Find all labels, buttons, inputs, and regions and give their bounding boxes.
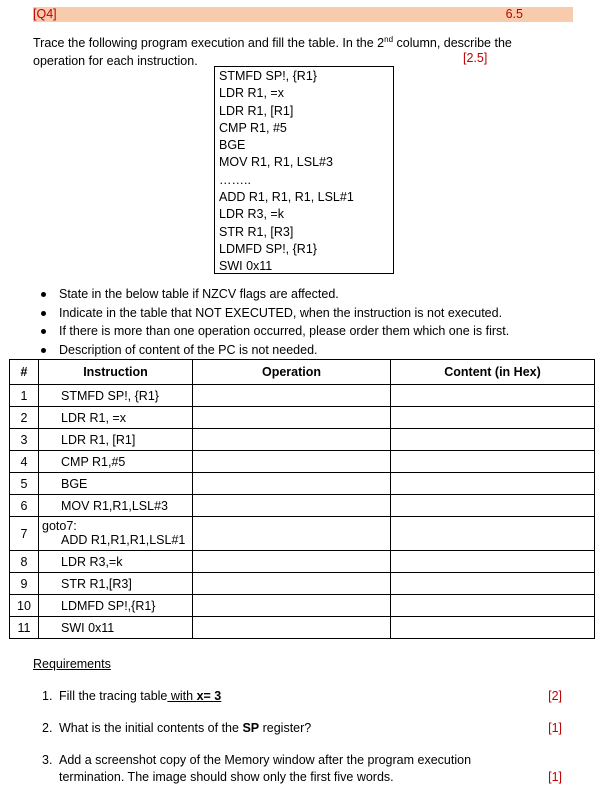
row-num: 11	[10, 617, 39, 639]
header-operation: Operation	[193, 360, 391, 385]
operation-cell[interactable]	[193, 429, 391, 451]
requirement-text: What is the initial contents of the SP register?	[59, 721, 312, 735]
content-cell[interactable]	[391, 551, 595, 573]
content-cell[interactable]	[391, 451, 595, 473]
row-num: 1	[10, 385, 39, 407]
requirement-mark: [2]	[548, 689, 562, 703]
table-row	[10, 385, 595, 407]
requirement-num: 1.	[42, 689, 53, 703]
content-cell[interactable]	[391, 595, 595, 617]
requirement-text: Add a screenshot copy of the Memory window after the program execution termination. The image should show only the first five words.	[59, 753, 472, 784]
table-header-row	[10, 360, 595, 385]
row-instruction: ADD R1,R1,R1,LSL#1	[61, 533, 186, 547]
code-line: STR R1, [R3]	[219, 224, 294, 239]
requirement-item	[42, 752, 572, 788]
operation-cell[interactable]	[193, 385, 391, 407]
row-num: 4	[10, 451, 39, 473]
requirement-item	[42, 688, 572, 705]
intro-text-b: column, describe the	[393, 36, 512, 51]
row-instruction: STR R1,[R3]	[39, 573, 193, 595]
table-row	[10, 617, 595, 639]
row-num: 10	[10, 595, 39, 617]
content-cell[interactable]	[391, 617, 595, 639]
requirement-item	[42, 720, 572, 737]
bullet-item: If there is more than one operation occurred, please order them which one is first.	[40, 322, 600, 341]
question-score: 6.5	[505, 7, 523, 21]
row-num: 8	[10, 551, 39, 573]
table-row	[10, 429, 595, 451]
bullet-item: Indicate in the table that NOT EXECUTED, when the instruction is not executed.	[40, 304, 600, 323]
row-instruction: MOV R1,R1,LSL#3	[39, 495, 193, 517]
operation-cell[interactable]	[193, 617, 391, 639]
row-instruction: CMP R1,#5	[39, 451, 193, 473]
code-line: MOV R1, R1, LSL#3	[219, 155, 333, 170]
trace-table	[9, 359, 595, 639]
question-header	[33, 7, 573, 22]
table-row	[10, 451, 595, 473]
code-line: SWI 0x11	[219, 259, 273, 274]
table-row	[10, 495, 595, 517]
bullet-item: State in the below table if NZCV flags are affected.	[40, 285, 600, 304]
row-instruction: LDR R1, [R1]	[39, 429, 193, 451]
row-instruction: LDR R1, =x	[39, 407, 193, 429]
operation-cell[interactable]	[193, 595, 391, 617]
requirements-title: Requirements	[33, 657, 111, 671]
requirement-mark: [1]	[548, 721, 562, 735]
operation-cell[interactable]	[193, 517, 391, 551]
question-label: [Q4]	[33, 7, 57, 21]
operation-cell[interactable]	[193, 551, 391, 573]
requirement-num: 2.	[42, 721, 53, 735]
requirement-text: Fill the tracing table with x= 3	[59, 689, 222, 703]
intro-mark: [2.5]	[463, 51, 488, 65]
bullet-item: Description of content of the PC is not needed.	[40, 341, 600, 360]
goto-label: goto7:	[42, 519, 77, 533]
code-box	[214, 66, 394, 274]
code-line: CMP R1, #5	[219, 120, 287, 135]
code-line: LDR R1, [R1]	[219, 103, 294, 118]
code-line: STMFD SP!, {R1}	[219, 69, 317, 83]
row-instruction-cell	[39, 517, 193, 551]
content-cell[interactable]	[391, 407, 595, 429]
header-num: #	[10, 360, 39, 385]
intro-paragraph	[33, 31, 553, 70]
operation-cell[interactable]	[193, 473, 391, 495]
code-line: ……..	[219, 172, 251, 187]
content-cell[interactable]	[391, 573, 595, 595]
table-row	[10, 407, 595, 429]
instructions-list	[40, 285, 600, 359]
row-num: 5	[10, 473, 39, 495]
row-num: 2	[10, 407, 39, 429]
header-instruction: Instruction	[39, 360, 193, 385]
row-num: 9	[10, 573, 39, 595]
intro-sup: nd	[384, 35, 394, 44]
operation-cell[interactable]	[193, 451, 391, 473]
bullet-icon	[41, 292, 46, 297]
operation-cell[interactable]	[193, 495, 391, 517]
bullet-icon	[41, 348, 46, 353]
row-num: 3	[10, 429, 39, 451]
row-instruction: STMFD SP!, {R1}	[39, 385, 193, 407]
content-cell[interactable]	[391, 495, 595, 517]
requirement-num: 3.	[42, 753, 53, 767]
content-cell[interactable]	[391, 473, 595, 495]
table-row	[10, 573, 595, 595]
content-cell[interactable]	[391, 517, 595, 551]
table-row	[10, 473, 595, 495]
row-instruction: LDR R3,=k	[39, 551, 193, 573]
row-num: 7	[10, 517, 39, 551]
row-instruction: LDMFD SP!,{R1}	[39, 595, 193, 617]
requirement-mark: [1]	[548, 770, 562, 784]
code-line: LDR R1, =x	[219, 86, 284, 101]
code-line: BGE	[219, 138, 246, 153]
row-instruction: BGE	[39, 473, 193, 495]
table-row	[10, 517, 595, 551]
table-row	[10, 595, 595, 617]
code-line: LDMFD SP!, {R1}	[219, 241, 317, 256]
row-instruction: SWI 0x11	[39, 617, 193, 639]
code-line: LDR R3, =k	[219, 207, 284, 222]
bullet-icon	[41, 311, 46, 316]
operation-cell[interactable]	[193, 573, 391, 595]
operation-cell[interactable]	[193, 407, 391, 429]
content-cell[interactable]	[391, 385, 595, 407]
intro-line2: operation for each instruction.	[33, 54, 198, 69]
content-cell[interactable]	[391, 429, 595, 451]
intro-text-a: Trace the following program execution and fill the table. In the 2	[33, 36, 385, 51]
code-line: ADD R1, R1, R1, LSL#1	[219, 190, 354, 205]
header-content: Content (in Hex)	[391, 360, 595, 385]
table-row	[10, 551, 595, 573]
bullet-icon	[41, 329, 46, 334]
row-num: 6	[10, 495, 39, 517]
